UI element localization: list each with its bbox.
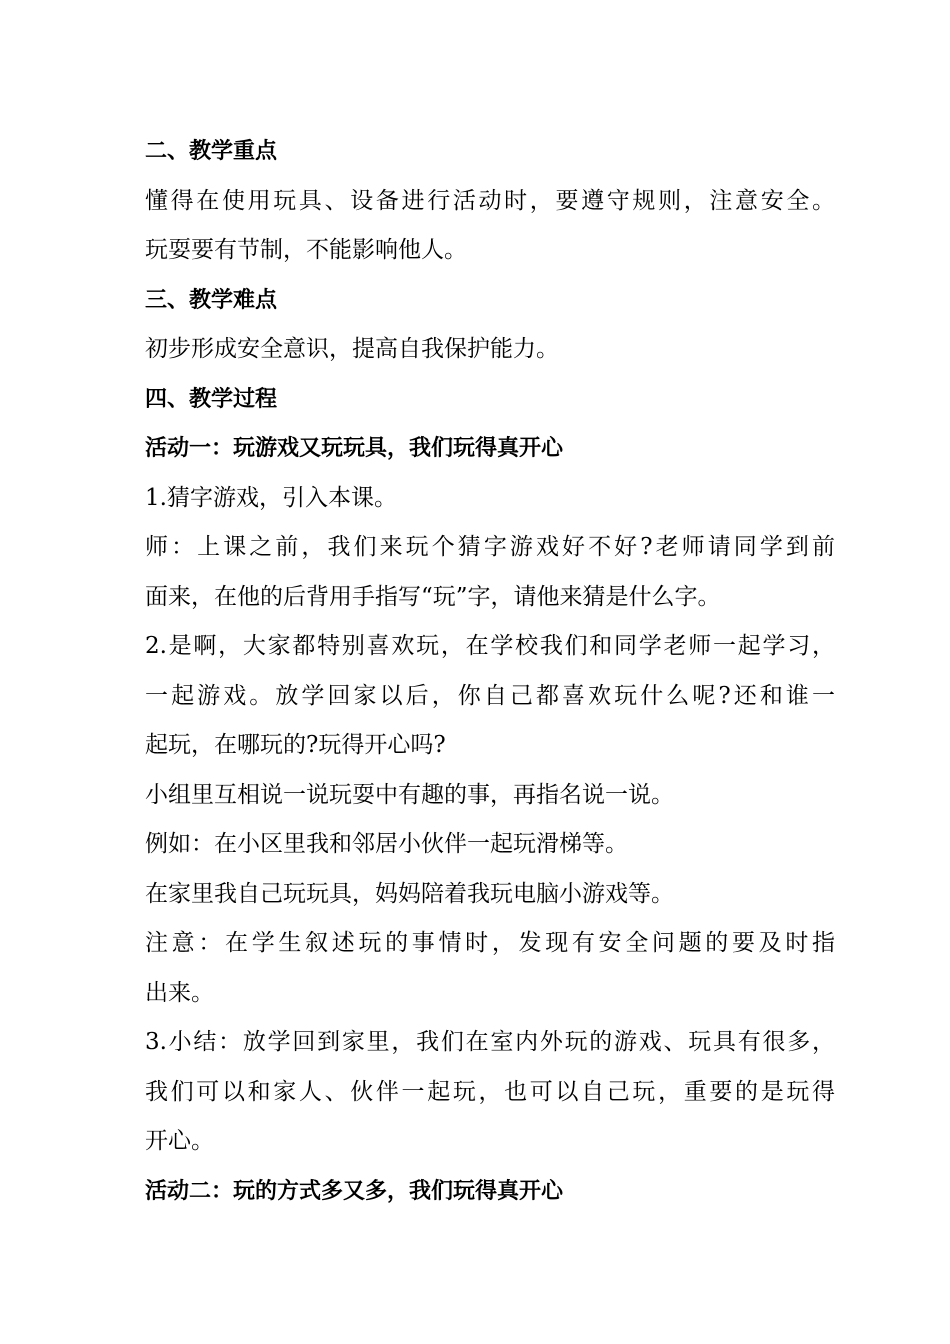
paragraph-line: 2.是啊，大家都特别喜欢玩，在学校我们和同学老师一起学习， — [145, 633, 835, 659]
paragraph-line: 一起游戏。放学回家以后，你自己都喜欢玩什么呢?还和谁一 — [145, 682, 835, 709]
paragraph-line: 3.小结：放学回到家里，我们在室内外玩的游戏、玩具有很多， — [145, 1029, 835, 1055]
paragraph-line: 懂得在使用玩具、设备进行活动时，要遵守规则，注意安全。 — [145, 187, 835, 214]
section-heading-process: 四、教学过程 — [145, 386, 278, 412]
paragraph-line: 我们可以和家人、伙伴一起玩，也可以自己玩，重要的是玩得 — [145, 1078, 835, 1105]
paragraph-line: 师：上课之前，我们来玩个猜字游戏好不好?老师请同学到前 — [145, 534, 835, 560]
paragraph-line: 出来。 — [145, 979, 214, 1006]
paragraph-line: 小组里互相说一说玩耍中有趣的事，再指名说一说。 — [145, 781, 674, 808]
paragraph-line: 开心。 — [145, 1128, 214, 1154]
paragraph-line: 例如：在小区里我和邻居小伙伴一起玩滑梯等。 — [145, 831, 628, 857]
section-heading-difficulties: 三、教学难点 — [145, 287, 278, 313]
activity-two-heading: 活动二：玩的方式多又多，我们玩得真开心 — [145, 1178, 564, 1204]
paragraph-line: 注意：在学生叙述玩的事情时，发现有安全问题的要及时指 — [145, 930, 835, 956]
document-body — [145, 127, 835, 1216]
paragraph-line: 初步形成安全意识，提高自我保护能力。 — [145, 336, 559, 362]
paragraph-line: 在家里我自己玩玩具，妈妈陪着我玩电脑小游戏等。 — [145, 880, 674, 907]
paragraph-line: 面来，在他的后背用手指写“玩”字，请他来猜是什么字。 — [145, 583, 721, 610]
section-heading-key-points: 二、教学重点 — [145, 139, 278, 164]
paragraph-line: 起玩，在哪玩的?玩得开心吗? — [145, 732, 446, 758]
paragraph-line: 玩耍要有节制，不能影响他人。 — [145, 237, 467, 263]
activity-one-heading: 活动一：玩游戏又玩玩具，我们玩得真开心 — [145, 436, 564, 461]
step-one-title: 1.猜字游戏，引入本课。 — [145, 484, 397, 511]
